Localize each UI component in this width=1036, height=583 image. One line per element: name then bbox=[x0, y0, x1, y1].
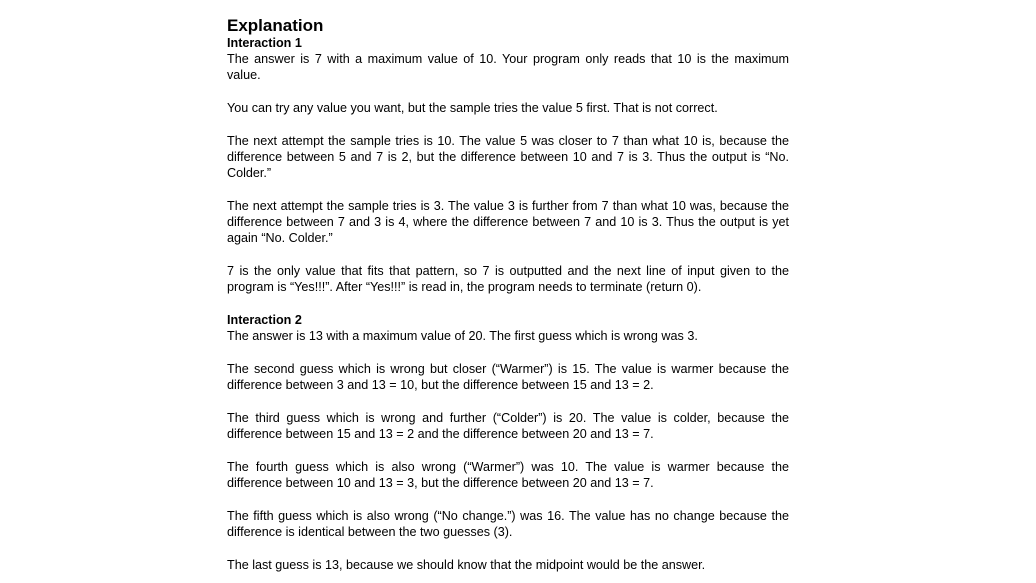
interaction-1-paragraph-5: 7 is the only value that fits that pattern, so 7 is outputted and the next line of input given to the program is “Yes!!!”. After “Yes!!!” is read in, the program needs to terminate (return 0). bbox=[227, 264, 789, 295]
interaction-1-paragraph-3: The next attempt the sample tries is 10. The value 5 was closer to 7 than what 10 is, because the difference between 5 and 7 is 2, but the difference between 10 and 7 is 3. Thus the output is “No. Colder.” bbox=[227, 133, 789, 181]
interaction-2-paragraph-4: The fourth guess which is also wrong (“Warmer”) was 10. The value is warmer because the difference between 10 and 13 = 3, but the difference between 20 and 13 = 7. bbox=[227, 460, 789, 491]
document-page bbox=[227, 16, 789, 573]
interaction-2-paragraph-6: The last guess is 13, because we should know that the midpoint would be the answer. bbox=[227, 558, 706, 572]
interaction-2-paragraph-2: The second guess which is wrong but closer (“Warmer”) is 15. The value is warmer because the difference between 3 and 13 = 10, but the difference between 15 and 13 = 2. bbox=[227, 362, 789, 393]
interaction-1-paragraph-1: The answer is 7 with a maximum value of 10. Your program only reads that 10 is the maximum value. bbox=[227, 52, 789, 83]
interaction-2-paragraph-3: The third guess which is wrong and further (“Colder”) is 20. The value is colder, because the difference between 15 and 13 = 2 and the difference between 20 and 13 = 7. bbox=[227, 411, 789, 442]
interaction-1-paragraph-4: The next attempt the sample tries is 3. The value 3 is further from 7 than what 10 was, because the difference between 7 and 3 is 4, where the difference between 7 and 10 is 3. Thus the output is yet again “No. Colder.” bbox=[227, 199, 789, 246]
interaction-2-paragraph-1: The answer is 13 with a maximum value of 20. The first guess which is wrong was 3. bbox=[227, 329, 698, 344]
page-title: Explanation bbox=[227, 16, 324, 35]
interaction-1-heading: Interaction 1 bbox=[227, 36, 302, 50]
interaction-2-paragraph-5: The fifth guess which is also wrong (“No change.”) was 16. The value has no change because the difference is identical between the two guesses (3). bbox=[227, 509, 789, 540]
interaction-2-heading: Interaction 2 bbox=[227, 313, 302, 328]
interaction-1-paragraph-2: You can try any value you want, but the sample tries the value 5 first. That is not correct. bbox=[227, 101, 718, 115]
